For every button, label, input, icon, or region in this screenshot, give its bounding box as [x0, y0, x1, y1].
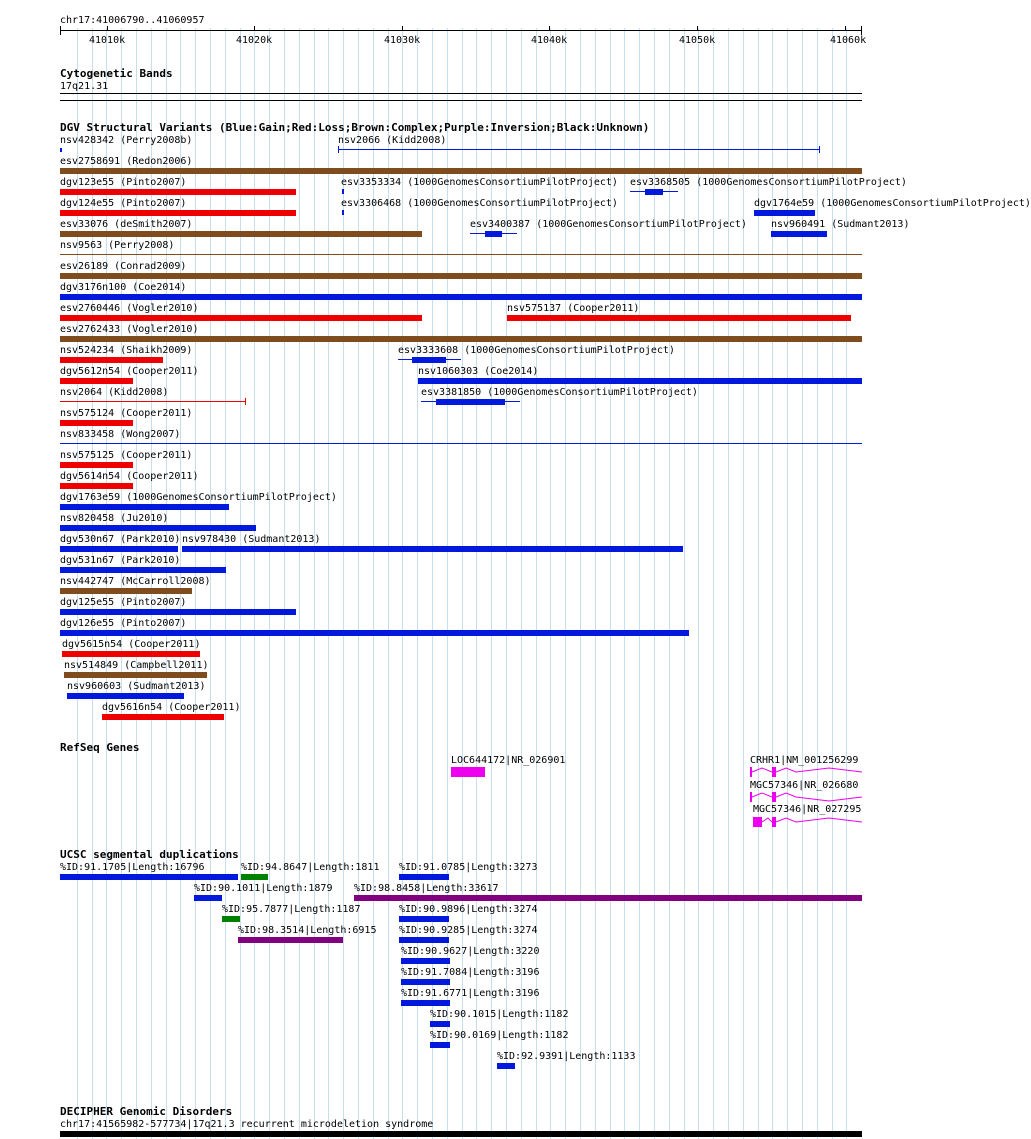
grid-line: [743, 28, 744, 1139]
dgv-feature[interactable]: [60, 254, 862, 255]
ruler-tick-label: 41030k: [384, 35, 421, 46]
dgv-label[interactable]: nsv960491 (Sudmant2013): [771, 219, 910, 230]
dgv-label[interactable]: esv3333608 (1000GenomesConsortiumPilotProject): [398, 345, 675, 356]
gene-feature[interactable]: [750, 790, 862, 804]
dgv-feature[interactable]: [60, 609, 296, 615]
gene-label[interactable]: CRHR1|NM_001256299: [750, 755, 859, 766]
dgv-feature[interactable]: [60, 401, 245, 402]
gene-feature[interactable]: [753, 815, 862, 829]
dgv-feature[interactable]: [60, 546, 178, 552]
segdup-feature[interactable]: [399, 916, 449, 922]
dgv-feature[interactable]: [771, 231, 827, 237]
segdup-label[interactable]: %ID:90.0169|Length:1182: [430, 1030, 569, 1041]
dgv-feature[interactable]: [412, 357, 446, 363]
dgv-feature[interactable]: [338, 149, 819, 150]
track-title-refseq[interactable]: RefSeq Genes: [60, 741, 140, 754]
dgv-feature[interactable]: [60, 357, 163, 363]
segdup-label[interactable]: %ID:91.0785|Length:3273: [399, 862, 538, 873]
gene-exon: [772, 767, 776, 777]
dgv-label[interactable]: esv3400387 (1000GenomesConsortiumPilotProject): [470, 219, 747, 230]
dgv-feature[interactable]: [60, 504, 229, 510]
gene-label[interactable]: LOC644172|NR_026901: [451, 755, 566, 766]
cytoband-line: [60, 100, 862, 101]
grid-line: [299, 28, 300, 1139]
decipher-feature[interactable]: [60, 1131, 862, 1137]
track-title-cytobands[interactable]: Cytogenetic Bands: [60, 67, 173, 80]
ruler-end-tick: [861, 26, 862, 35]
dgv-label[interactable]: dgv126e55 (Pinto2007): [60, 618, 187, 629]
dgv-label[interactable]: dgv3176n100 (Coe2014): [60, 282, 187, 293]
dgv-feature[interactable]: [60, 462, 133, 468]
grid-line: [388, 28, 389, 1139]
gene-exon: [753, 817, 762, 827]
grid-line: [787, 28, 788, 1139]
dgv-feature[interactable]: [60, 420, 133, 426]
dgv-label[interactable]: dgv1764e59 (1000GenomesConsortiumPilotProject): [754, 198, 1031, 209]
dgv-feature[interactable]: [342, 210, 344, 215]
dgv-label[interactable]: esv26189 (Conrad2009): [60, 261, 187, 272]
dgv-feature[interactable]: [60, 443, 862, 444]
grid-line: [802, 28, 803, 1139]
dgv-label[interactable]: dgv5616n54 (Cooper2011): [102, 702, 241, 713]
grid-line: [772, 28, 773, 1139]
dgv-feature-end: [245, 398, 246, 405]
dgv-label[interactable]: dgv124e55 (Pinto2007): [60, 198, 187, 209]
grid-line: [713, 28, 714, 1139]
ruler-tick: [254, 26, 255, 31]
grid-line: [846, 28, 847, 1139]
track-title-decipher[interactable]: DECIPHER Genomic Disorders: [60, 1105, 233, 1118]
segdup-feature[interactable]: [399, 874, 449, 880]
dgv-label[interactable]: nsv575137 (Cooper2011): [507, 303, 640, 314]
dgv-feature[interactable]: [60, 294, 862, 300]
dgv-feature[interactable]: [418, 378, 862, 384]
dgv-label[interactable]: dgv5614n54 (Cooper2011): [60, 471, 199, 482]
dgv-label[interactable]: nsv2066 (Kidd2008): [338, 135, 447, 146]
gene-label[interactable]: MGC57346|NR_026680: [750, 780, 859, 791]
segdup-label[interactable]: %ID:92.9391|Length:1133: [497, 1051, 636, 1062]
segdup-feature[interactable]: [497, 1063, 515, 1069]
dgv-label[interactable]: esv3368505 (1000GenomesConsortiumPilotProject): [630, 177, 907, 188]
dgv-label[interactable]: dgv5612n54 (Cooper2011): [60, 366, 199, 377]
grid-line: [550, 28, 551, 1139]
dgv-label[interactable]: nsv1060303 (Coe2014): [418, 366, 539, 377]
segdup-feature[interactable]: [430, 1042, 450, 1048]
gene-exon: [772, 792, 776, 802]
segdup-label[interactable]: %ID:98.8458|Length:33617: [354, 883, 499, 894]
segdup-feature[interactable]: [401, 979, 450, 985]
dgv-label[interactable]: esv3381850 (1000GenomesConsortiumPilotProject): [421, 387, 698, 398]
ruler-tick: [549, 26, 550, 31]
dgv-feature[interactable]: [60, 378, 133, 384]
dgv-label[interactable]: nsv575125 (Cooper2011): [60, 450, 193, 461]
dgv-feature[interactable]: [60, 336, 862, 342]
gene-intron: [776, 793, 862, 801]
grid-line: [595, 28, 596, 1139]
ruler-tick: [697, 26, 698, 31]
grid-line: [624, 28, 625, 1139]
dgv-label[interactable]: nsv978430 (Sudmant2013): [182, 534, 321, 545]
dgv-label[interactable]: nsv514849 (Campbell2011): [64, 660, 209, 671]
gene-exon: [750, 792, 752, 802]
dgv-feature[interactable]: [60, 588, 192, 594]
grid-line: [639, 28, 640, 1139]
dgv-feature[interactable]: [436, 399, 505, 405]
dgv-feature[interactable]: [507, 315, 851, 321]
dgv-label[interactable]: nsv524234 (Shaikh2009): [60, 345, 193, 356]
dgv-label[interactable]: nsv442747 (McCarroll2008): [60, 576, 211, 587]
gene-exon: [772, 817, 776, 827]
segdup-feature[interactable]: [401, 1000, 450, 1006]
grid-line: [610, 28, 611, 1139]
dgv-feature[interactable]: [60, 315, 422, 321]
ruler-tick: [845, 26, 846, 31]
grid-line: [684, 28, 685, 1139]
segdup-label[interactable]: %ID:90.9285|Length:3274: [399, 925, 538, 936]
ruler-tick-label: 41010k: [89, 35, 126, 46]
segdup-label[interactable]: %ID:91.1705|Length:16796: [60, 862, 205, 873]
grid-line: [832, 28, 833, 1139]
dgv-feature[interactable]: [102, 714, 224, 720]
grid-line: [758, 28, 759, 1139]
segdup-label[interactable]: %ID:90.9896|Length:3274: [399, 904, 538, 915]
segdup-label[interactable]: %ID:91.7084|Length:3196: [401, 967, 540, 978]
dgv-label[interactable]: dgv1763e59 (1000GenomesConsortiumPilotProject): [60, 492, 337, 503]
dgv-feature[interactable]: [67, 693, 184, 699]
gene-feature[interactable]: [451, 767, 485, 777]
dgv-label[interactable]: nsv9563 (Perry2008): [60, 240, 175, 251]
ruler-tick: [402, 26, 403, 31]
dgv-feature[interactable]: [342, 189, 344, 194]
ruler-tick-label: 41050k: [679, 35, 716, 46]
dgv-label[interactable]: nsv575124 (Cooper2011): [60, 408, 193, 419]
track-title-segdups[interactable]: UCSC segmental duplications: [60, 848, 239, 861]
dgv-label[interactable]: dgv530n67 (Park2010): [60, 534, 181, 545]
grid-line: [358, 28, 359, 1139]
dgv-label[interactable]: esv3353334 (1000GenomesConsortiumPilotProject): [341, 177, 618, 188]
grid-line: [373, 28, 374, 1139]
ruler-tick-label: 41020k: [236, 35, 273, 46]
gene-intron: [776, 818, 862, 822]
dgv-label[interactable]: dgv125e55 (Pinto2007): [60, 597, 187, 608]
segdup-feature[interactable]: [399, 937, 449, 943]
dgv-feature[interactable]: [62, 651, 200, 657]
dgv-feature[interactable]: [182, 546, 683, 552]
gene-feature[interactable]: [750, 766, 862, 778]
dgv-label[interactable]: dgv123e55 (Pinto2007): [60, 177, 187, 188]
segdup-feature[interactable]: [241, 874, 268, 880]
gene-intron: [752, 793, 772, 797]
ruler-tick-label: 41040k: [531, 35, 568, 46]
dgv-feature[interactable]: [60, 483, 133, 489]
dgv-label[interactable]: esv2760446 (Vogler2010): [60, 303, 199, 314]
region-label: chr17:41006790..41060957: [60, 15, 205, 26]
segdup-feature[interactable]: [430, 1021, 450, 1027]
dgv-feature[interactable]: [60, 630, 689, 636]
dgv-feature[interactable]: [60, 148, 62, 152]
gene-intron: [752, 768, 772, 772]
ruler-tick: [107, 26, 108, 31]
grid-line: [565, 28, 566, 1139]
segdup-label[interactable]: %ID:95.7877|Length:1187: [222, 904, 361, 915]
dgv-feature[interactable]: [754, 210, 815, 216]
ruler-tick-label: 41060k: [830, 35, 867, 46]
grid-line: [328, 28, 329, 1139]
dgv-label[interactable]: esv33076 (deSmith2007): [60, 219, 193, 230]
grid-line: [314, 28, 315, 1139]
decipher-label[interactable]: chr17:41565982-577734|17q21.3 recurrent microdeletion syndrome: [60, 1119, 434, 1130]
segdup-feature[interactable]: [194, 895, 222, 901]
dgv-feature[interactable]: [60, 210, 296, 216]
ruler-line: [60, 30, 862, 31]
dgv-label[interactable]: nsv960603 (Sudmant2013): [67, 681, 206, 692]
dgv-label[interactable]: nsv428342 (Perry2008b): [60, 135, 193, 146]
dgv-feature-end: [819, 146, 820, 153]
segdup-label[interactable]: %ID:90.1015|Length:1182: [430, 1009, 569, 1020]
dgv-feature[interactable]: [64, 672, 207, 678]
segdup-feature[interactable]: [401, 958, 450, 964]
grid-line: [698, 28, 699, 1139]
dgv-feature[interactable]: [485, 231, 502, 237]
segdup-label[interactable]: %ID:90.9627|Length:3220: [401, 946, 540, 957]
gene-intron: [776, 768, 862, 772]
dgv-feature[interactable]: [60, 189, 296, 195]
grid-line: [343, 28, 344, 1139]
gene-intron: [762, 818, 772, 822]
dgv-label[interactable]: dgv531n67 (Park2010): [60, 555, 181, 566]
dgv-label[interactable]: esv2758691 (Redon2006): [60, 156, 193, 167]
segdup-label[interactable]: %ID:94.8647|Length:1811: [241, 862, 380, 873]
gene-label[interactable]: MGC57346|NR_027295: [753, 804, 862, 815]
grid-line: [728, 28, 729, 1139]
dgv-label[interactable]: nsv820458 (Ju2010): [60, 513, 169, 524]
dgv-label[interactable]: dgv5615n54 (Cooper2011): [62, 639, 201, 650]
dgv-feature[interactable]: [60, 273, 862, 279]
segdup-label[interactable]: %ID:91.6771|Length:3196: [401, 988, 540, 999]
dgv-label[interactable]: nsv833458 (Wong2007): [60, 429, 181, 440]
dgv-feature[interactable]: [60, 525, 256, 531]
dgv-feature[interactable]: [60, 567, 226, 573]
segdup-label[interactable]: %ID:90.1011|Length:1879: [194, 883, 333, 894]
dgv-feature[interactable]: [645, 189, 663, 195]
ruler-end-tick: [60, 26, 61, 35]
grid-line: [817, 28, 818, 1139]
dgv-label[interactable]: esv3306468 (1000GenomesConsortiumPilotProject): [341, 198, 618, 209]
segdup-feature[interactable]: [60, 874, 238, 880]
dgv-feature-end: [338, 146, 339, 153]
dgv-feature[interactable]: [60, 168, 862, 174]
segdup-label[interactable]: %ID:98.3514|Length:6915: [238, 925, 377, 936]
grid-line: [580, 28, 581, 1139]
dgv-label[interactable]: nsv2064 (Kidd2008): [60, 387, 169, 398]
cytoband-label[interactable]: 17q21.31: [60, 81, 109, 92]
segdup-feature[interactable]: [354, 895, 862, 901]
segdup-feature[interactable]: [222, 916, 240, 922]
dgv-label[interactable]: esv2762433 (Vogler2010): [60, 324, 199, 335]
track-title-dgv[interactable]: DGV Structural Variants (Blue:Gain;Red:Loss;Brown:Complex;Purple:Inversion;Black:Unknown): [60, 121, 650, 134]
dgv-feature[interactable]: [60, 231, 422, 237]
grid-line: [669, 28, 670, 1139]
gene-exon: [750, 767, 752, 777]
cytoband-line: [60, 93, 862, 94]
segdup-feature[interactable]: [238, 937, 343, 943]
